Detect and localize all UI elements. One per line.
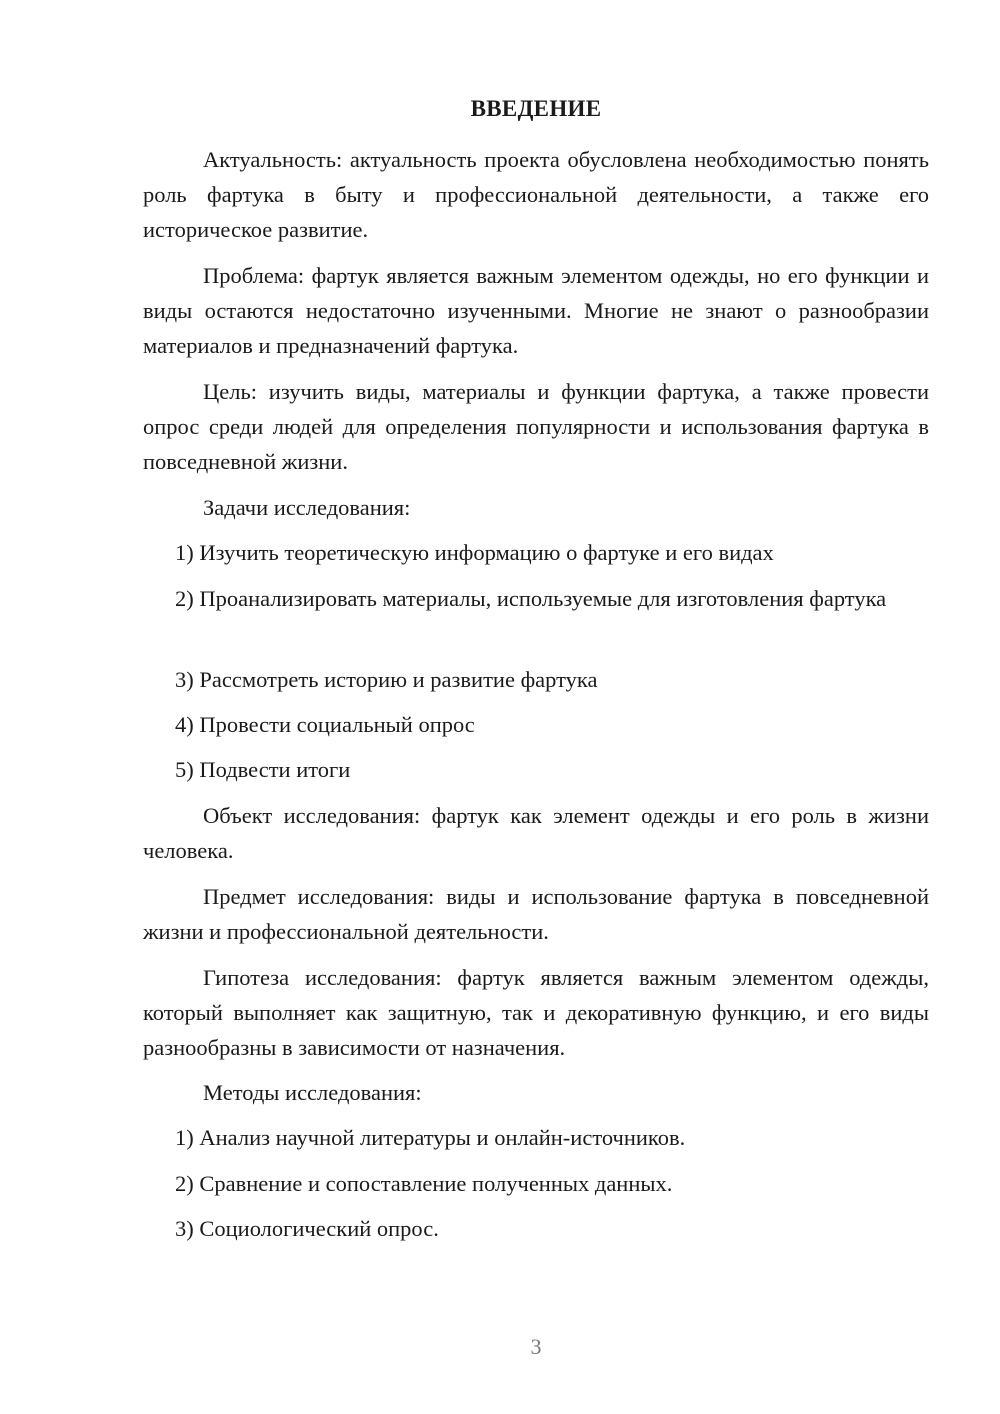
paragraph-goal: Цель: изучить виды, материалы и функции фартука, а также провести опрос среди людей для определения популярности и использования фартука в повседневной жизни. (143, 379, 929, 474)
paragraph-problem: Проблема: фартук является важным элементом одежды, но его функции и виды остаются недостаточно изученными. Многие не знают о разнообразии материалов и предназначений фартука. (143, 263, 929, 358)
list-item: 3) Рассмотреть историю и развитие фартука (175, 667, 598, 692)
methods-heading: Методы исследования: (203, 1080, 422, 1105)
list-item: 5) Подвести итоги (175, 757, 351, 782)
list-item: 3) Социологический опрос. (175, 1216, 439, 1241)
paragraph-object: Объект исследования: фартук как элемент одежды и его роль в жизни человека. (143, 803, 929, 863)
page-number: 3 (530, 1334, 542, 1359)
list-item: 2) Проанализировать материалы, используемые для изготовления фартука (175, 586, 887, 611)
paragraph-relevance: Актуальность: актуальность проекта обусловлена необходимостью понять роль фартука в быту и профессиональной деятельности, а также его историческое развитие. (143, 147, 929, 242)
list-item: 2) Сравнение и сопоставление полученных данных. (175, 1171, 673, 1196)
paragraph-hypothesis: Гипотеза исследования: фартук является важным элементом одежды, который выполняет как защитную, так и декоративную функцию, и его виды разнообразны в зависимости от назначения. (143, 965, 929, 1060)
list-item: 4) Провести социальный опрос (175, 712, 475, 737)
page-title: ВВЕДЕНИЕ (470, 96, 602, 121)
list-item: 1) Анализ научной литературы и онлайн-источников. (175, 1125, 686, 1150)
list-item: 1) Изучить теоретическую информацию о фартуке и его видах (175, 540, 774, 565)
tasks-heading: Задачи исследования: (203, 495, 411, 520)
paragraph-subject: Предмет исследования: виды и использование фартука в повседневной жизни и профессиональной деятельности. (143, 884, 929, 944)
